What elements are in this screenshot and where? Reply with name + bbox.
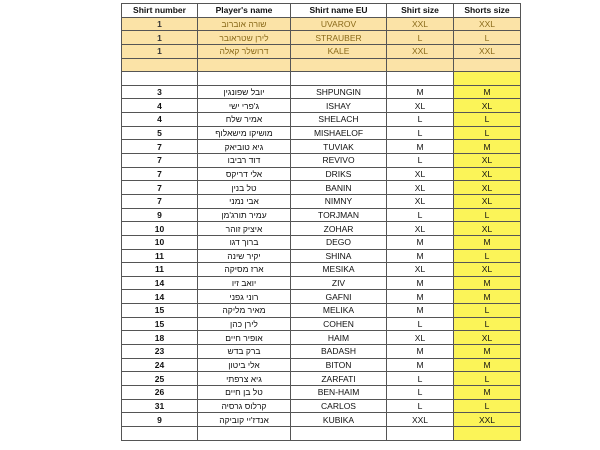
cell-shirt-name[interactable] [291,58,387,72]
player-row [122,181,521,195]
header-player-name[interactable]: Player's name [198,4,291,18]
cell-shirt-size[interactable]: L [387,317,454,331]
cell-shirt-size[interactable]: M [387,358,454,372]
cell-shirt-number[interactable]: 7 [122,181,198,195]
cell-player-name[interactable]: מושיקו מישאלוף [198,126,291,140]
cell-shorts-size[interactable]: M [454,290,521,304]
cell-shirt-size[interactable]: XL [387,331,454,345]
cell-player-name[interactable]: ג'פרי ישי [198,99,291,113]
cell-shirt-name[interactable]: ZOHAR [291,222,387,236]
cell-shirt-name[interactable]: SHELACH [291,113,387,127]
cell-shirt-name[interactable]: ZARFATI [291,372,387,386]
cell-shorts-size[interactable]: L [454,304,521,318]
cell-shirt-size[interactable] [387,426,454,440]
cell-player-name[interactable]: לירן שטראובר [198,31,291,45]
cell-shirt-number[interactable]: 1 [122,17,198,31]
cell-shirt-name[interactable]: ISHAY [291,99,387,113]
cell-shirt-size[interactable] [387,58,454,72]
cell-shorts-size[interactable]: XL [454,222,521,236]
cell-shirt-name[interactable]: BADASH [291,345,387,359]
header-row [122,4,521,18]
cell-shirt-size[interactable]: M [387,235,454,249]
cell-shirt-number[interactable]: 7 [122,194,198,208]
cell-shirt-number[interactable]: 24 [122,358,198,372]
cell-shirt-number[interactable]: 25 [122,372,198,386]
player-row [122,276,521,290]
cell-shirt-name[interactable]: KUBIKA [291,413,387,427]
cell-player-name[interactable]: אנדז'יי קוביקה [198,413,291,427]
cell-shirt-number[interactable] [122,58,198,72]
player-row [122,85,521,99]
cell-shirt-number[interactable]: 14 [122,290,198,304]
cell-shirt-size[interactable]: L [387,208,454,222]
goalkeeper-row [122,17,521,31]
cell-shirt-name[interactable] [291,426,387,440]
cell-shirt-name[interactable]: DEGO [291,235,387,249]
cell-shirt-size[interactable]: L [387,126,454,140]
cell-shirt-number[interactable]: 26 [122,385,198,399]
cell-shirt-name[interactable]: BANIN [291,181,387,195]
cell-shorts-size[interactable]: XXL [454,44,521,58]
goalkeeper-row [122,44,521,58]
cell-shirt-size[interactable]: L [387,31,454,45]
cell-player-name[interactable]: אלי דריקס [198,167,291,181]
cell-shirt-size[interactable]: L [387,385,454,399]
cell-shirt-number[interactable]: 4 [122,113,198,127]
player-row [122,304,521,318]
cell-player-name[interactable]: עמיר תורג'מן [198,208,291,222]
cell-player-name[interactable]: ברוך דגו [198,235,291,249]
cell-player-name[interactable]: דוד רביבו [198,154,291,168]
cell-shirt-number[interactable]: 15 [122,304,198,318]
player-row [122,222,521,236]
cell-player-name[interactable]: שורה אוברוב [198,17,291,31]
cell-player-name[interactable]: ארז מסיקה [198,263,291,277]
cell-shorts-size[interactable]: XL [454,194,521,208]
cell-shirt-size[interactable]: XXL [387,44,454,58]
cell-shirt-name[interactable] [291,72,387,86]
cell-shirt-size[interactable]: M [387,345,454,359]
cell-shirt-number[interactable]: 4 [122,99,198,113]
cell-shirt-name[interactable]: CARLOS [291,399,387,413]
cell-shirt-name[interactable]: HAIM [291,331,387,345]
cell-shirt-size[interactable]: XL [387,99,454,113]
cell-player-name[interactable]: ברק בדש [198,345,291,359]
player-row [122,399,521,413]
cell-shorts-size[interactable]: M [454,235,521,249]
cell-shirt-size[interactable]: XL [387,167,454,181]
cell-shirt-number[interactable]: 11 [122,263,198,277]
player-row [122,385,521,399]
cell-shirt-name[interactable]: SHINA [291,249,387,263]
cell-shorts-size[interactable]: XXL [454,413,521,427]
cell-shirt-size[interactable] [387,72,454,86]
cell-player-name[interactable]: יובל שפונגין [198,85,291,99]
cell-shirt-name[interactable]: BEN-HAIM [291,385,387,399]
cell-shirt-size[interactable]: M [387,276,454,290]
cell-shirt-name[interactable]: ZIV [291,276,387,290]
cell-shirt-name[interactable]: MELIKA [291,304,387,318]
player-row [122,140,521,154]
cell-shorts-size[interactable]: L [454,208,521,222]
cell-shirt-name[interactable]: TORJMAN [291,208,387,222]
cell-shirt-number[interactable]: 10 [122,235,198,249]
cell-shorts-size[interactable]: M [454,358,521,372]
cell-shorts-size[interactable] [454,58,521,72]
cell-shirt-size[interactable]: XXL [387,413,454,427]
cell-shorts-size[interactable]: XL [454,181,521,195]
player-row [122,167,521,181]
separator-row [122,58,521,72]
cell-player-name[interactable]: איציק זוהר [198,222,291,236]
cell-player-name[interactable]: טל בנין [198,181,291,195]
cell-player-name[interactable]: קרלוס גרסיה [198,399,291,413]
cell-shorts-size[interactable]: XL [454,331,521,345]
cell-shirt-name[interactable]: SHPUNGIN [291,85,387,99]
cell-shirt-number[interactable]: 23 [122,345,198,359]
player-row [122,99,521,113]
cell-shirt-size[interactable]: L [387,372,454,386]
player-row [122,126,521,140]
cell-player-name[interactable]: יואב זיו [198,276,291,290]
cell-shorts-size[interactable]: XL [454,263,521,277]
empty-row [122,72,521,86]
player-row [122,331,521,345]
cell-shirt-name[interactable]: NIMNY [291,194,387,208]
cell-shorts-size[interactable]: L [454,113,521,127]
cell-shirt-size[interactable]: XL [387,194,454,208]
cell-player-name[interactable]: גיא טוביאק [198,140,291,154]
cell-player-name[interactable]: דרושלר קאלה [198,44,291,58]
cell-shirt-number[interactable]: 10 [122,222,198,236]
cell-shirt-number[interactable]: 11 [122,249,198,263]
cell-shirt-name[interactable]: STRAUBER [291,31,387,45]
cell-shorts-size[interactable]: L [454,126,521,140]
cell-shirt-name[interactable]: GAFNI [291,290,387,304]
player-row [122,208,521,222]
cell-shirt-name[interactable]: MISHAELOF [291,126,387,140]
cell-shirt-number[interactable] [122,426,198,440]
cell-shorts-size[interactable]: L [454,31,521,45]
cell-shorts-size[interactable]: XL [454,167,521,181]
cell-shirt-size[interactable]: L [387,113,454,127]
cell-shirt-size[interactable]: L [387,399,454,413]
header-shirt-number[interactable]: Shirt number [122,4,198,18]
cell-shirt-number[interactable]: 18 [122,331,198,345]
cell-shirt-number[interactable]: 14 [122,276,198,290]
cell-shirt-number[interactable]: 9 [122,413,198,427]
cell-shirt-name[interactable]: TUVIAK [291,140,387,154]
cell-shirt-number[interactable]: 7 [122,154,198,168]
cell-shirt-number[interactable]: 7 [122,140,198,154]
cell-player-name[interactable]: אמיר שלח [198,113,291,127]
cell-shirt-number[interactable]: 1 [122,44,198,58]
header-shirt-size[interactable]: Shirt size [387,4,454,18]
cell-shirt-number[interactable]: 3 [122,85,198,99]
cell-shirt-size[interactable]: L [387,154,454,168]
cell-shirt-size[interactable]: M [387,290,454,304]
cell-shorts-size[interactable]: M [454,345,521,359]
cell-shorts-size[interactable] [454,72,521,86]
cell-player-name[interactable]: אופיר חיים [198,331,291,345]
cell-shirt-number[interactable]: 5 [122,126,198,140]
cell-shirt-number[interactable]: 7 [122,167,198,181]
cell-shirt-size[interactable]: XL [387,222,454,236]
cell-shirt-name[interactable]: DRIKS [291,167,387,181]
cell-shirt-size[interactable]: XL [387,181,454,195]
cell-player-name[interactable]: יקיר שינה [198,249,291,263]
cell-shorts-size[interactable]: L [454,399,521,413]
player-row [122,113,521,127]
cell-shorts-size[interactable]: M [454,385,521,399]
cell-shirt-size[interactable]: XL [387,263,454,277]
cell-player-name[interactable]: אבי נמני [198,194,291,208]
cell-shorts-size[interactable]: M [454,85,521,99]
cell-shirt-name[interactable]: BITON [291,358,387,372]
cell-shirt-number[interactable]: 15 [122,317,198,331]
player-row [122,290,521,304]
cell-shorts-size[interactable]: XL [454,99,521,113]
cell-shirt-size[interactable]: XXL [387,17,454,31]
cell-player-name[interactable]: רוני גפני [198,290,291,304]
cell-shirt-name[interactable]: REVIVO [291,154,387,168]
cell-shorts-size[interactable]: L [454,372,521,386]
player-row [122,235,521,249]
player-row [122,345,521,359]
empty-row [122,426,521,440]
cell-shirt-size[interactable]: M [387,85,454,99]
cell-player-name[interactable] [198,58,291,72]
cell-shirt-size[interactable]: M [387,140,454,154]
cell-player-name[interactable]: מאיר מליקה [198,304,291,318]
header-shirt-name[interactable]: Shirt name EU [291,4,387,18]
player-row [122,413,521,427]
player-row [122,249,521,263]
cell-shirt-number[interactable]: 9 [122,208,198,222]
cell-shirt-name[interactable]: KALE [291,44,387,58]
player-row [122,372,521,386]
cell-shorts-size[interactable]: M [454,276,521,290]
cell-shirt-name[interactable]: COHEN [291,317,387,331]
cell-player-name[interactable]: טל בן חיים [198,385,291,399]
cell-shirt-name[interactable]: MESIKA [291,263,387,277]
player-row [122,194,521,208]
cell-shirt-number[interactable]: 31 [122,399,198,413]
cell-shorts-size[interactable]: L [454,317,521,331]
player-row [122,154,521,168]
cell-shorts-size[interactable]: L [454,249,521,263]
cell-shirt-name[interactable]: UVAROV [291,17,387,31]
cell-shirt-number[interactable]: 1 [122,31,198,45]
cell-player-name[interactable] [198,426,291,440]
cell-shirt-number[interactable] [122,72,198,86]
player-row [122,358,521,372]
cell-shorts-size[interactable] [454,426,521,440]
cell-shirt-size[interactable]: M [387,249,454,263]
goalkeeper-row [122,31,521,45]
cell-player-name[interactable]: אלי ביטון [198,358,291,372]
header-shorts-size[interactable]: Shorts size [454,4,521,18]
cell-shorts-size[interactable]: M [454,140,521,154]
cell-shirt-size[interactable]: M [387,304,454,318]
cell-player-name[interactable] [198,72,291,86]
cell-shorts-size[interactable]: XXL [454,17,521,31]
roster-table [121,3,521,441]
cell-player-name[interactable]: לירן כהן [198,317,291,331]
cell-shorts-size[interactable]: XL [454,154,521,168]
player-row [122,317,521,331]
cell-player-name[interactable]: גיא צרפתי [198,372,291,386]
player-row [122,263,521,277]
